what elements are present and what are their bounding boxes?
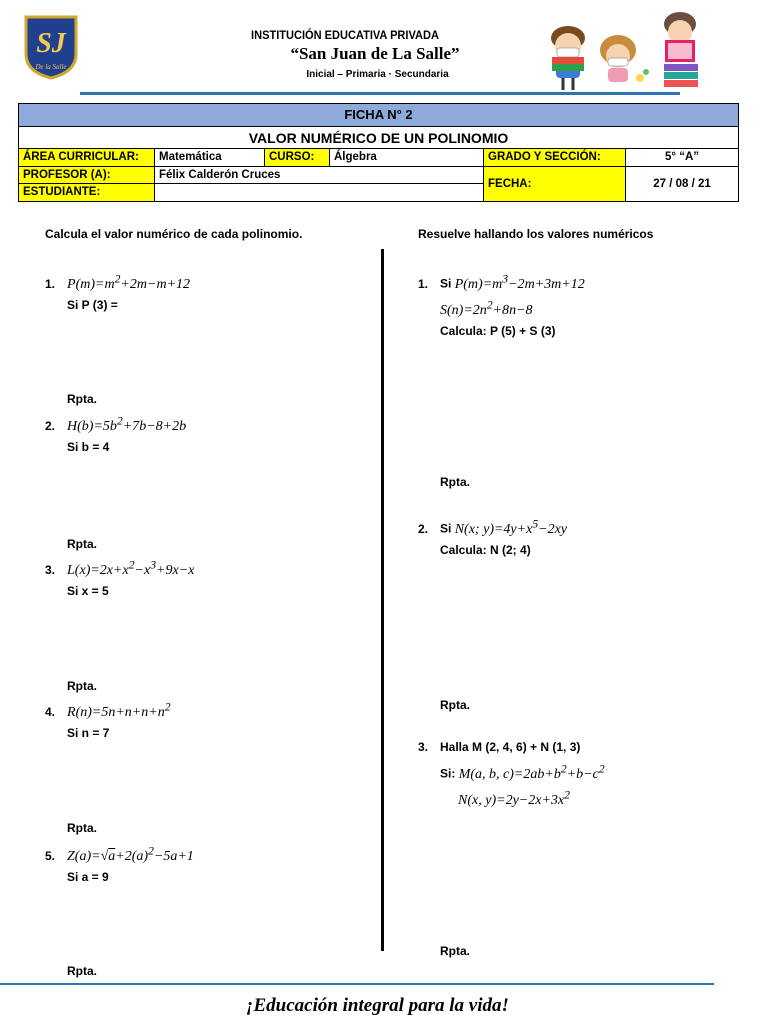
worksheet-subtitle: VALOR NUMÉRICO DE UN POLINOMIO [248,130,509,146]
polynomial-expression: $H(b)=5b^2+7b-8+2b$ [67,414,187,434]
exercise-condition: Si b = 4 [67,439,110,454]
exercise-instruction: Calcula: N (2; 4) [440,542,531,557]
estudiante-field[interactable] [155,184,483,201]
grado-value: 5° “A” [665,151,699,163]
worksheet-title: FICHA N° 2 [19,104,738,126]
answer-label: Rpta. [67,821,97,835]
left-exercise-1 [45,268,190,316]
answer-label: Rpta. [440,475,470,489]
answer-label: Rpta. [67,964,97,978]
right-exercise-2 [418,513,567,561]
answer-label: Rpta. [67,392,97,406]
institution-name: “San Juan de La Salle” [290,44,460,63]
table-subtitle-row [19,127,738,149]
worksheet-info-table [18,103,739,202]
polynomial-expression: $P(m)=m^3-2m+3m+12$ [454,272,585,292]
polynomial-expression: N(x, $y)=2y-2x+3x^2$ [458,788,570,809]
logo-motto: De la Salle [35,63,67,71]
table-row-estudiante [19,184,483,201]
institution-levels: Inicial – Primaria · Secundaria [306,69,449,80]
profesor-value: Félix Calderón Cruces [159,169,281,181]
table-row-profesor [19,167,483,184]
grado-label: GRADO Y SECCIÓN: [484,149,626,166]
exercise-condition: Si n = 7 [67,725,110,740]
answer-label: Rpta. [67,537,97,551]
polynomial-expression: $S(n)=2n^2+8n-8$ [440,298,533,319]
right-exercise-1 [418,268,585,342]
answer-label: Rpta. [440,698,470,712]
exercise-condition: Si x = 5 [67,583,109,598]
polynomial-expression: $L(x)=2x+x^2-x^3+9x-x$ [67,558,195,578]
polynomial-expression: M(a, b, $c)=2ab+b^2+b-c^2$ [458,762,605,782]
exercise-condition: Si a = 9 [67,869,109,884]
footer-motto: ¡Educación integral para la vida! [246,995,509,1016]
exercise-number: 1. [45,276,56,291]
right-column-title: Resuelve hallando los valores numéricos [418,227,654,241]
exercise-si: Si [440,521,452,536]
polynomial-expression: $R(n)=5n+n+n+n^2$ [67,700,171,720]
fecha-value: 27 / 08 / 21 [653,178,711,190]
polynomial-expression: $P(m)=m^2+2m-m+12$ [67,272,191,292]
right-exercise-3 [418,737,605,811]
profesor-label: PROFESOR (A): [19,167,155,183]
exercise-number: 4. [45,704,56,719]
exercise-instruction: Halla M (2, 4, 6) + N (1, 3) [440,740,581,754]
fecha-label: FECHA: [484,167,626,201]
area-label: ÁREA CURRICULAR: [19,149,155,166]
exercise-number: 2. [45,418,56,433]
table-row-area [19,149,738,167]
exercise-condition: Si P (3) = [67,297,118,312]
left-exercise-2 [45,410,186,458]
curso-value: Álgebra [330,149,484,166]
answer-label: Rpta. [67,679,97,693]
exercise-number: 3. [45,562,56,577]
header-rule [80,92,680,95]
column-divider [381,249,384,951]
table-row-fecha [484,167,738,201]
exercise-number: 2. [418,521,429,536]
footer-rule [0,983,714,985]
curso-label: CURSO: [265,149,330,166]
left-exercise-5 [45,840,194,888]
answer-label: Rpta. [440,944,470,958]
left-column-title: Calcula el valor numérico de cada polinomio. [45,227,303,241]
table-title-row [19,104,738,127]
polynomial-expression: $Z(a)=√a+2(a)^2-5a+1$ [67,844,194,864]
left-exercise-3 [45,554,194,602]
polynomial-expression: N(x; $y)=4y+x^5-2xy$ [454,517,568,537]
exercise-number: 5. [45,848,56,863]
exercise-instruction: Calcula: P (5) + S (3) [440,324,556,339]
exercise-si: Si [440,276,452,291]
table-bottom-block [19,167,738,201]
exercise-number: 3. [418,740,429,754]
left-exercise-4 [45,696,171,744]
kids-illustration [540,10,710,92]
exercise-number: 1. [418,276,429,291]
exercise-si: Si: [440,766,456,781]
logo-monogram: SJ [36,28,66,59]
area-value: Matemática [155,149,265,166]
institution-type: INSTITUCIÓN EDUCATIVA PRIVADA [251,28,439,42]
estudiante-label: ESTUDIANTE: [19,184,155,201]
